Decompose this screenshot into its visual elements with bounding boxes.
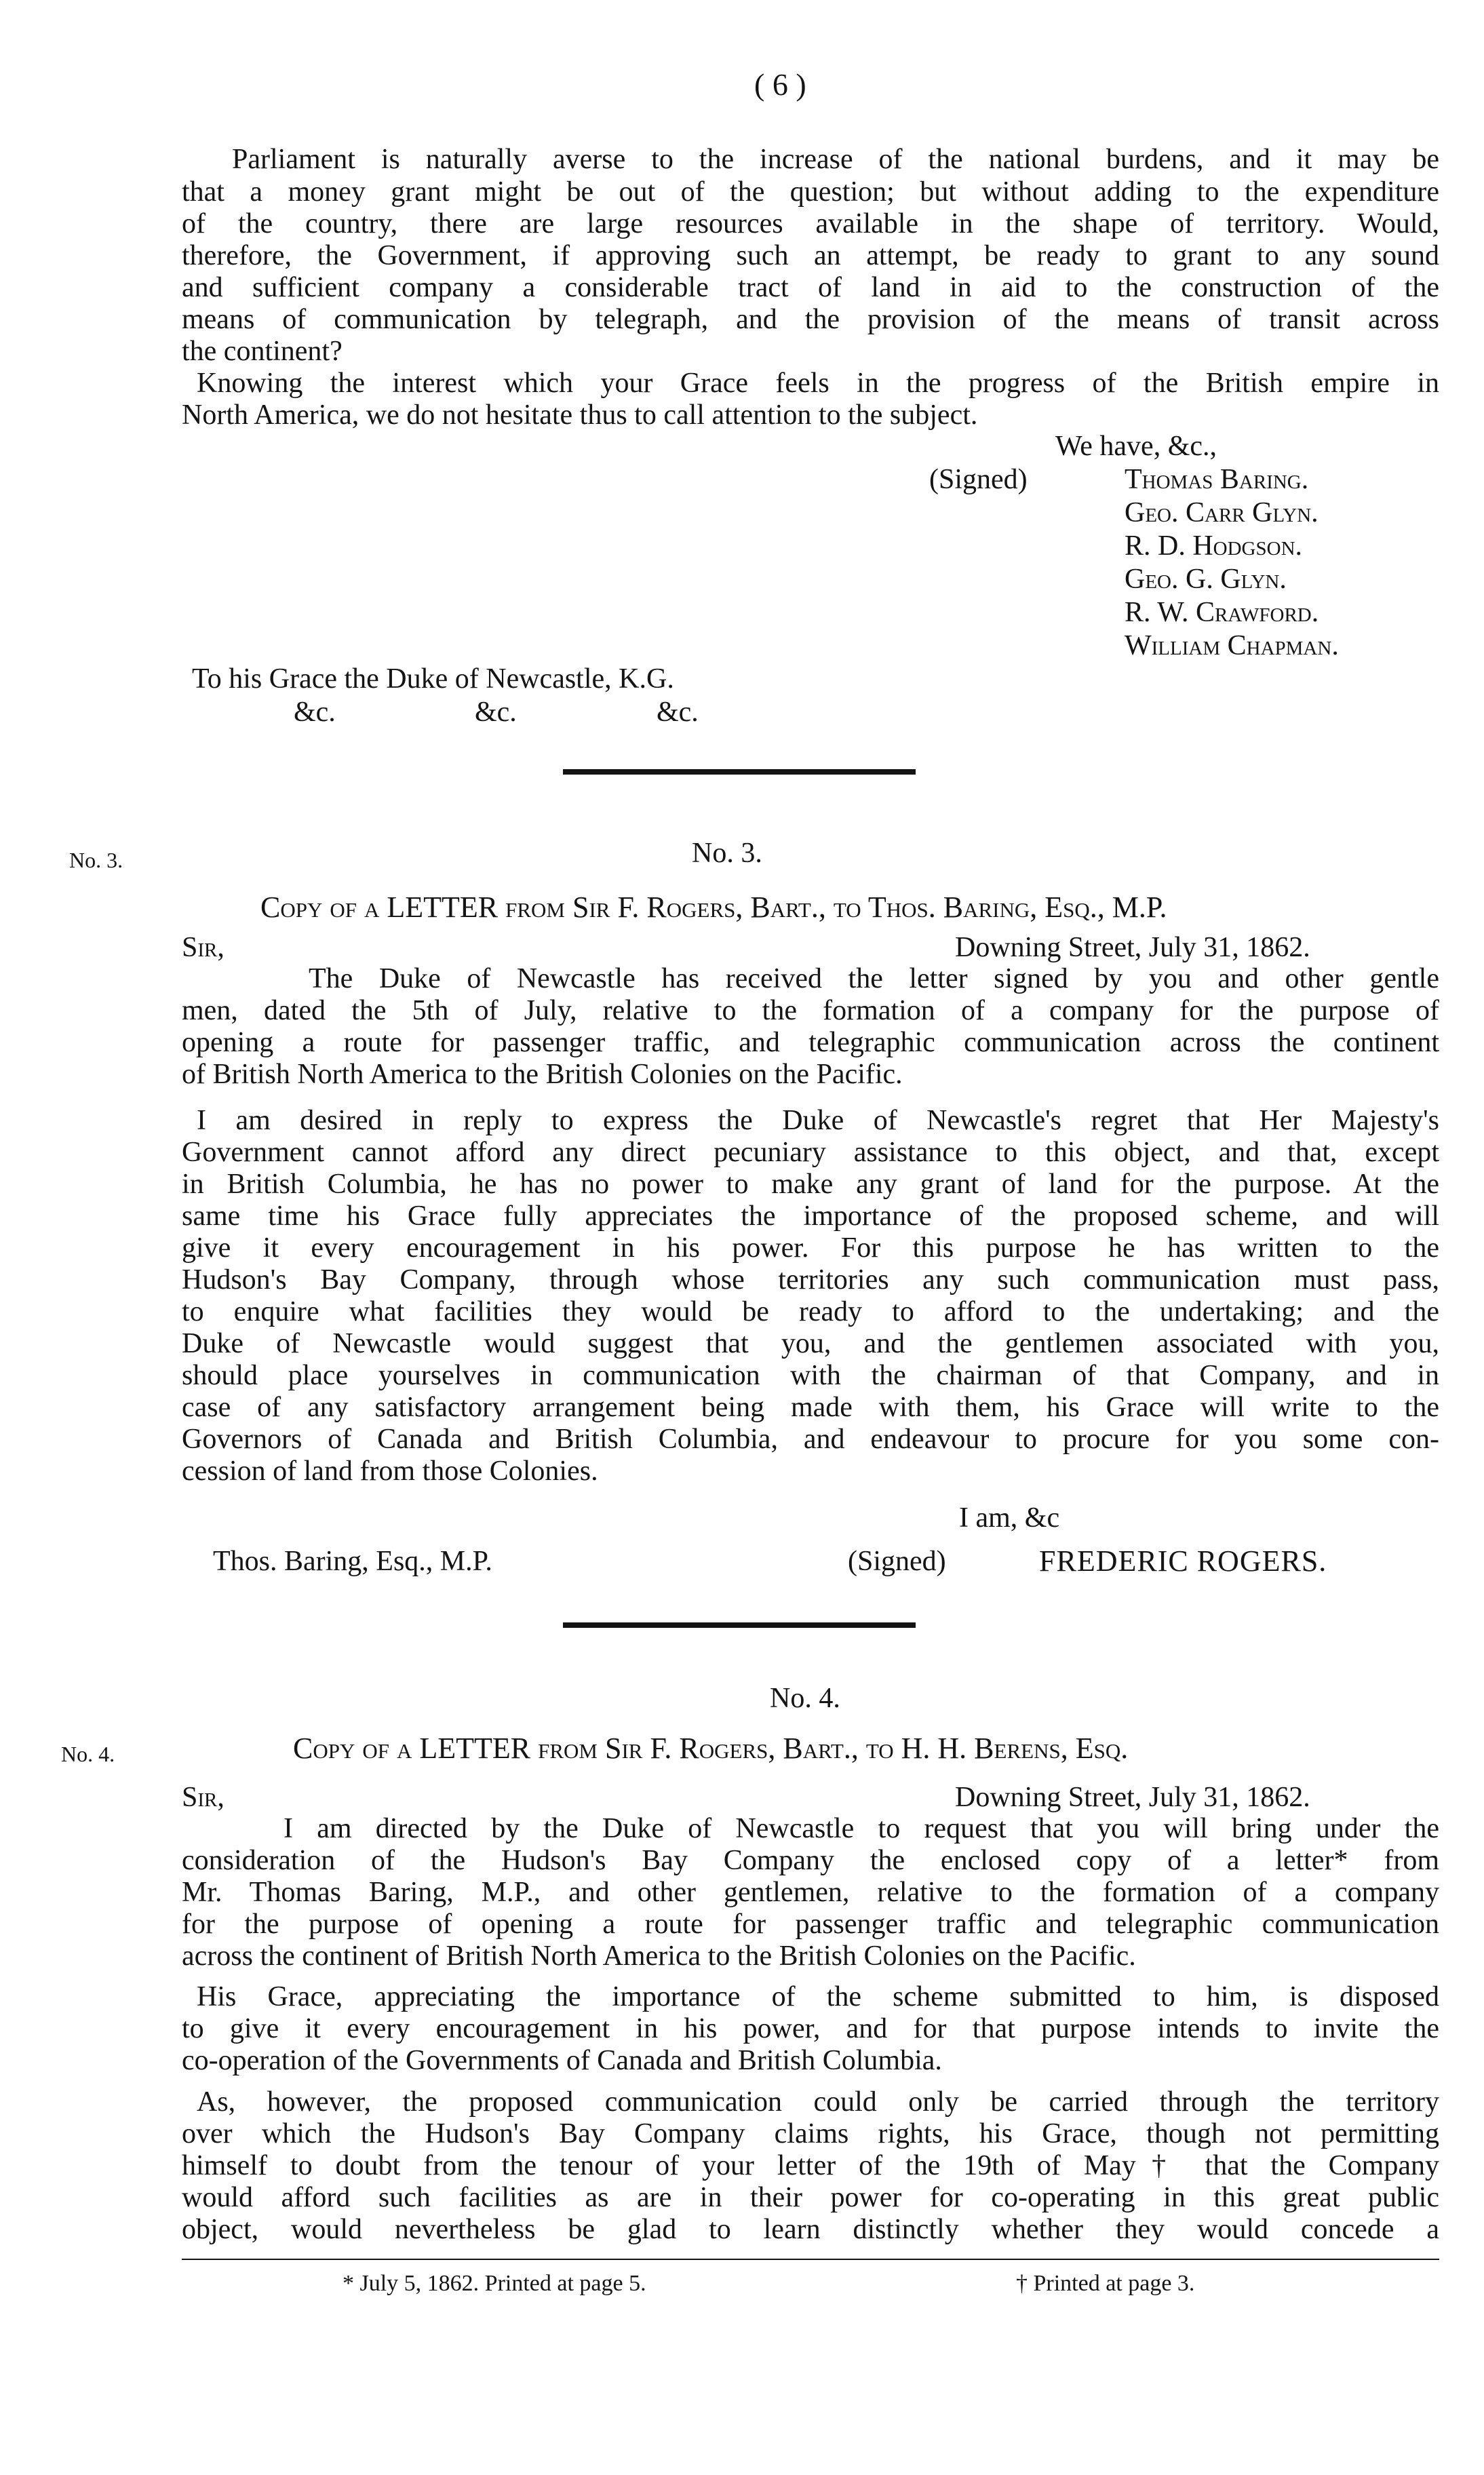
letter-heading: No. 3. bbox=[692, 838, 762, 869]
text-line: to enquire what facilities they would be ready to afford to the undertaking; and the bbox=[182, 1296, 1439, 1327]
text-line: means of communication by telegraph, and the provision of the means of transit across bbox=[182, 304, 1439, 335]
text-line: to give it every encouragement in his power, and for that purpose intends to invite the bbox=[182, 2013, 1439, 2044]
text-line: Parliament is naturally averse to the increase of the national burdens, and it may be bbox=[232, 144, 1439, 175]
salutation: Sir, bbox=[182, 1782, 224, 1813]
text-line: North America, we do not hesitate thus to call attention to the subject. bbox=[182, 399, 978, 431]
section-divider bbox=[563, 1622, 916, 1628]
text-line: Governors of Canada and British Columbia, and endeavour to procure for you some con- bbox=[182, 1424, 1439, 1455]
place-date: Downing Street, July 31, 1862. bbox=[955, 1782, 1310, 1813]
signature: FREDERIC ROGERS. bbox=[1039, 1544, 1327, 1578]
closing: We have, &c., bbox=[1055, 431, 1217, 462]
title-rest: from Sir F. Rogers, Bart., to Thos. Baring, Esq., M.P. bbox=[505, 891, 1167, 924]
text-line: would afford such facilities as are in their power for co-operating in this great public bbox=[182, 2182, 1439, 2213]
addressee-etc: &c. bbox=[657, 697, 699, 728]
text-line: opening a route for passenger traffic, and telegraphic communication across the continent bbox=[182, 1027, 1439, 1058]
text-line: himself to doubt from the tenour of your letter of the 19th of May† that the Company bbox=[182, 2150, 1439, 2181]
signatory: Geo. G. Glyn. bbox=[1125, 564, 1287, 595]
text-line: therefore, the Government, if approving such an attempt, be ready to grant to any sound bbox=[182, 240, 1439, 271]
text-line: men, dated the 5th of July, relative to the formation of a company for the purpose of bbox=[182, 995, 1439, 1026]
footnote-rule bbox=[182, 2259, 1439, 2260]
text-line: The Duke of Newcastle has received the letter signed by you and other gentle bbox=[309, 963, 1439, 994]
text-line: give it every encouragement in his power. For this purpose he has written to the bbox=[182, 1232, 1439, 1264]
text-line: for the purpose of opening a route for passenger traffic and telegraphic communication bbox=[182, 1909, 1439, 1940]
letter-title bbox=[260, 890, 1167, 924]
letter-heading: No. 4. bbox=[770, 1683, 840, 1714]
text-line: of the country, there are large resources available in the shape of territory. Would, bbox=[182, 208, 1439, 239]
addressee-etc: &c. bbox=[475, 697, 517, 728]
signed-label: (Signed) bbox=[929, 464, 1028, 495]
margin-number: No. 4. bbox=[61, 1742, 115, 1766]
title-copy: Copy of a bbox=[293, 1732, 412, 1765]
closing: I am, &c bbox=[959, 1502, 1060, 1534]
addressee-etc: &c. bbox=[294, 697, 336, 728]
text-line: consideration of the Hudson's Bay Company the enclosed copy of a letter* from bbox=[182, 1845, 1439, 1876]
text-line: Knowing the interest which your Grace feels in the progress of the British empire in bbox=[197, 368, 1439, 399]
addressee: To his Grace the Duke of Newcastle, K.G. bbox=[192, 663, 674, 695]
title-letter: LETTER bbox=[419, 1732, 531, 1765]
text-line: same time his Grace fully appreciates the importance of the proposed scheme, and will bbox=[182, 1201, 1439, 1232]
text-line: As, however, the proposed communication could only be carried through the territory bbox=[197, 2086, 1439, 2118]
text-line: and sufficient company a considerable tract of land in aid to the construction of the bbox=[182, 272, 1439, 303]
text-line: I am directed by the Duke of Newcastle to request that you will bring under the bbox=[284, 1813, 1439, 1844]
text-line: Government cannot afford any direct pecuniary assistance to this object, and that, except bbox=[182, 1137, 1439, 1168]
signed-label: (Signed) bbox=[848, 1546, 946, 1577]
text-line: co-operation of the Governments of Canada and British Columbia. bbox=[182, 2045, 942, 2076]
text-line: His Grace, appreciating the importance of the scheme submitted to him, is disposed bbox=[197, 1981, 1439, 2012]
letter-title bbox=[293, 1731, 1128, 1766]
signatory: Geo. Carr Glyn. bbox=[1125, 497, 1319, 528]
footnote: * July 5, 1862. Printed at page 5. bbox=[343, 2271, 646, 2296]
title-copy: Copy of a bbox=[260, 891, 380, 924]
text-line: I am desired in reply to express the Duke of Newcastle's regret that Her Majesty's bbox=[197, 1105, 1439, 1136]
text-line: over which the Hudson's Bay Company claims rights, his Grace, though not permitting bbox=[182, 2118, 1439, 2149]
text-line: should place yourselves in communication with the chairman of that Company, and in bbox=[182, 1360, 1439, 1391]
text-line: of British North America to the British Colonies on the Pacific. bbox=[182, 1059, 903, 1090]
text-line: case of any satisfactory arrangement being made with them, his Grace will write to the bbox=[182, 1392, 1439, 1423]
text-line: across the continent of British North America to the British Colonies on the Pacific. bbox=[182, 1941, 1136, 1972]
signatory: William Chapman. bbox=[1125, 630, 1339, 661]
text-line: object, would nevertheless be glad to learn distinctly whether they would concede a bbox=[182, 2214, 1439, 2245]
recipient: Thos. Baring, Esq., M.P. bbox=[213, 1546, 492, 1577]
signatory: R. W. Crawford. bbox=[1125, 597, 1319, 628]
text-line: cession of land from those Colonies. bbox=[182, 1456, 598, 1487]
text-line: Duke of Newcastle would suggest that you, and the gentlemen associated with you, bbox=[182, 1328, 1439, 1359]
margin-number: No. 3. bbox=[69, 848, 123, 872]
text-line: the continent? bbox=[182, 336, 343, 367]
title-letter: LETTER bbox=[387, 891, 499, 924]
text-line: Mr. Thomas Baring, M.P., and other gentlemen, relative to the formation of a company bbox=[182, 1877, 1439, 1908]
signatory-list bbox=[1125, 463, 1339, 663]
salutation: Sir, bbox=[182, 932, 224, 963]
text-line: Hudson's Bay Company, through whose territories any such communication must pass, bbox=[182, 1264, 1439, 1295]
page-number: ( 6 ) bbox=[754, 67, 806, 102]
title-rest: from Sir F. Rogers, Bart., to H. H. Berens, Esq. bbox=[538, 1732, 1129, 1765]
section-divider bbox=[563, 769, 916, 775]
text-line: that a money grant might be out of the question; but without adding to the expenditure bbox=[182, 176, 1439, 208]
text-line: in British Columbia, he has no power to make any grant of land for the purpose. At the bbox=[182, 1169, 1439, 1200]
footnote: † Printed at page 3. bbox=[1016, 2271, 1195, 2296]
signatory: Thomas Baring. bbox=[1125, 464, 1309, 495]
signatory: R. D. Hodgson. bbox=[1125, 530, 1303, 562]
place-date: Downing Street, July 31, 1862. bbox=[955, 932, 1310, 963]
